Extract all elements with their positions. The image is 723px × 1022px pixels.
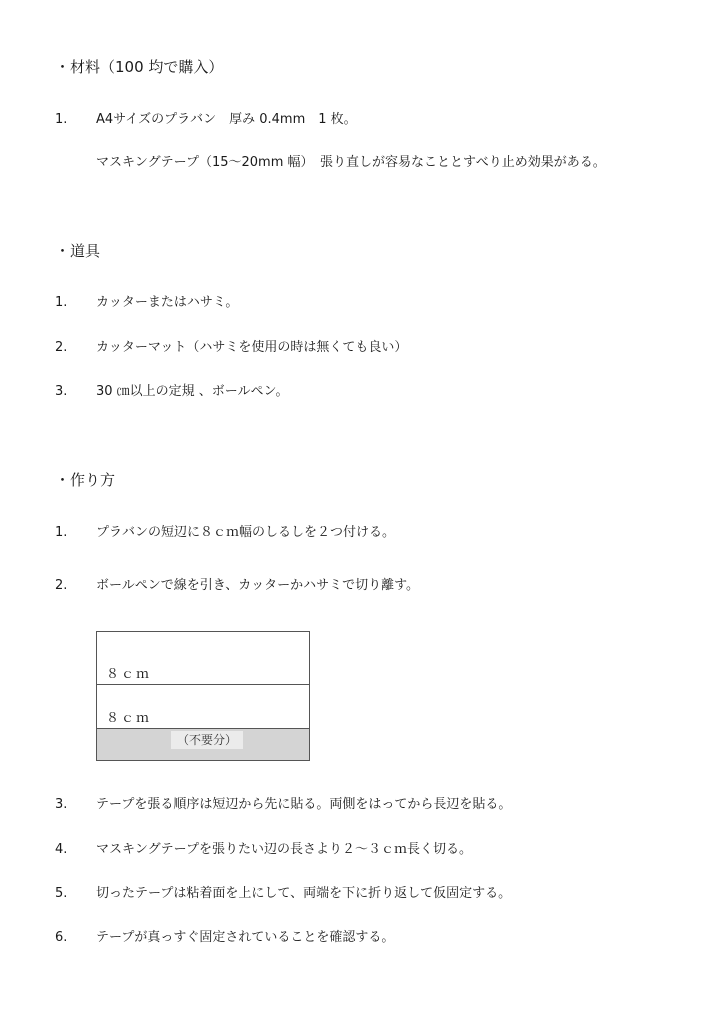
materials-heading: ・材料（100 均で購入） bbox=[55, 58, 224, 76]
item-text: カッターマット（ハサミを使用の時は無くても良い） bbox=[96, 340, 408, 355]
item-number: 3. bbox=[55, 797, 68, 812]
item-text: プラバンの短辺に８ｃｍ幅のしるしを２つ付ける。 bbox=[96, 525, 396, 540]
strip-8cm-second bbox=[97, 685, 309, 729]
item-number: 1. bbox=[55, 295, 68, 310]
strip-8cm-top bbox=[97, 632, 309, 685]
item-number: 3. bbox=[55, 384, 68, 399]
item-number: 6. bbox=[55, 930, 68, 945]
tools-heading: ・道具 bbox=[55, 242, 101, 260]
waste-area bbox=[97, 729, 309, 760]
item-text: テープを張る順序は短辺から先に貼る。両側をはってから長辺を貼る。 bbox=[96, 797, 512, 812]
item-text: ボールペンで線を引き、カッターかハサミで切り離す。 bbox=[96, 578, 420, 593]
item-number: 1. bbox=[55, 112, 68, 127]
item-text: マスキングテープを張りたい辺の長さより２～３ｃｍ長く切る。 bbox=[96, 842, 472, 857]
waste-label: （不要分） bbox=[171, 731, 243, 749]
steps-heading: ・作り方 bbox=[55, 471, 116, 489]
item-number: 1. bbox=[55, 525, 68, 540]
item-number: 2. bbox=[55, 578, 68, 593]
item-text: カッターまたはハサミ。 bbox=[96, 295, 239, 310]
item-text: A4サイズのプラバン 厚み 0.4mm 1 枚。 bbox=[96, 112, 357, 127]
item-number: 4. bbox=[55, 842, 68, 857]
item-text: マスキングテープ（15～20mm 幅） 張り直しが容易なこととすべり止め効果がある。 bbox=[96, 155, 606, 170]
cutting-diagram bbox=[96, 631, 310, 761]
item-text: テープが真っすぐ固定されていることを確認する。 bbox=[96, 930, 395, 945]
strip-label: ８ｃｍ bbox=[106, 711, 152, 726]
item-number: 5. bbox=[55, 886, 68, 901]
strip-label: ８ｃｍ bbox=[106, 667, 152, 682]
item-text: 30 ㎝以上の定規 、ボールペン。 bbox=[96, 384, 289, 399]
item-number: 2. bbox=[55, 340, 68, 355]
item-text: 切ったテープは粘着面を上にして、両端を下に折り返して仮固定する。 bbox=[96, 886, 512, 901]
